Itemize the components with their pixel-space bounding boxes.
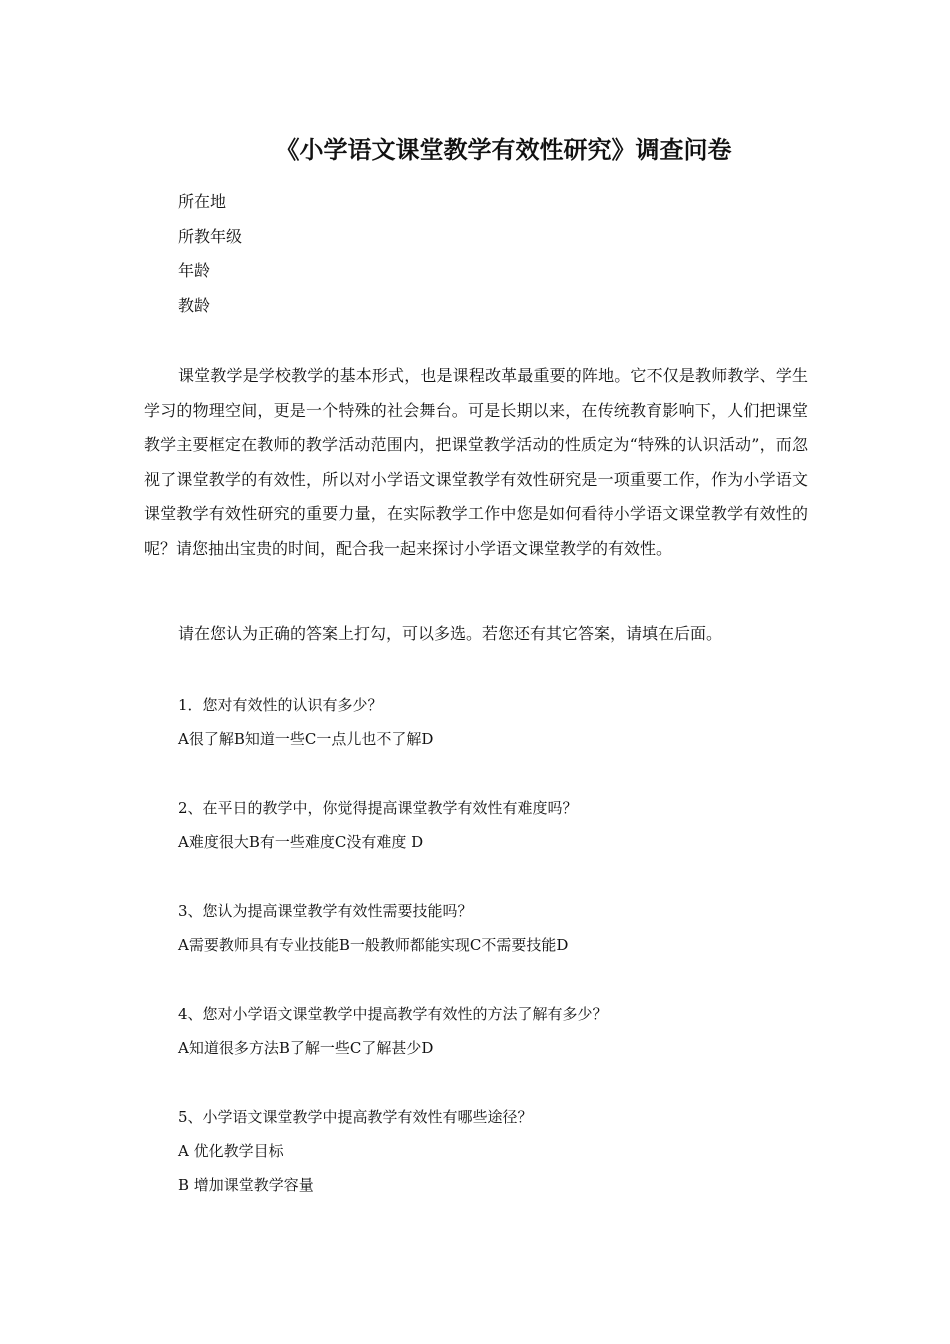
question-2: 2、在平日的教学中，你觉得提高课堂教学有效性有难度吗？ bbox=[178, 799, 578, 817]
question-3: 3、您认为提高课堂教学有效性需要技能吗？ bbox=[178, 902, 473, 920]
question-5-option-a: A 优化教学目标 bbox=[178, 1142, 284, 1160]
question-5: 5、小学语文课堂教学中提高教学有效性有哪些途径？ bbox=[178, 1108, 533, 1126]
instruction-text: 请在您认为正确的答案上打勾，可以多选。若您还有其它答案，请填在后面。 bbox=[178, 624, 723, 643]
question-4-options: A知道很多方法B了解一些C了解甚少D bbox=[178, 1039, 434, 1057]
question-3-options: A需要教师具有专业技能B一般教师都能实现C不需要技能D bbox=[178, 936, 569, 954]
info-field-teaching-years: 教龄 bbox=[178, 296, 211, 315]
question-1-options: A很了解B知道一些C一点儿也不了解D bbox=[178, 730, 434, 748]
question-5-option-b: B 增加课堂教学容量 bbox=[178, 1176, 314, 1194]
question-4: 4、您对小学语文课堂教学中提高教学有效性的方法了解有多少？ bbox=[178, 1005, 608, 1023]
question-1: 1．您对有效性的认识有多少？ bbox=[178, 696, 383, 714]
intro-paragraph: 课堂教学是学校教学的基本形式，也是课程改革最重要的阵地。它不仅是教师教学、学生学习的物理空间，更是一个特殊的社会舞台。可是长期以来，在传统教育影响下，人们把课堂教学主要框定在教师的教学活动范围内，把课堂教学活动的性质定为“特殊的认识活动”，而忽视了课堂教学的有效性，所以对小学语文课堂教学有效性研究是一项重要工作，作为小学语文课堂教学有效性研究的重要力量，在实际教学工作中您是如何看待小学语文课堂教学有效性的呢？请您抽出宝贵的时间，配合我一起来探讨小学语文课堂教学的有效性。 bbox=[144, 366, 808, 558]
info-field-location: 所在地 bbox=[178, 192, 227, 211]
info-field-grade: 所教年级 bbox=[178, 227, 243, 246]
info-field-age: 年龄 bbox=[178, 261, 211, 280]
document-title: 《小学语文课堂教学有效性研究》调查问卷 bbox=[275, 135, 732, 164]
question-2-options: A难度很大B有一些难度C没有难度 D bbox=[178, 833, 424, 851]
